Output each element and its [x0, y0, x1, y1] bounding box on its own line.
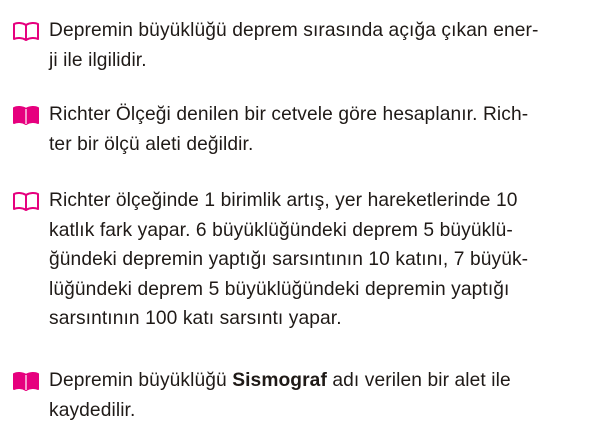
text-line: ğündeki depremin yaptığı sarsıntının 10 katını, 7 büyük-: [49, 249, 529, 270]
text-line: Richter Ölçeği denilen bir cetvele göre hesaplanır. Rich-: [49, 104, 529, 125]
book-outline-icon: [12, 21, 40, 41]
text-line: sarsıntının 100 katı sarsıntı yapar.: [49, 308, 342, 329]
text-line: katlık fark yapar. 6 büyüklüğündeki deprem 5 büyüklü-: [49, 219, 513, 241]
text-line: Depremin büyüklüğü deprem sırasında açığa çıkan ener-: [49, 20, 539, 41]
sismograf-term: Sismograf: [232, 370, 327, 391]
book-outline-icon: [12, 191, 40, 211]
book-filled-icon: [12, 105, 40, 125]
text-line: lüğündeki deprem 5 büyüklüğündeki depremin yaptığı: [49, 278, 510, 300]
bullet-text-1: [49, 16, 601, 75]
text-segment: Depremin büyüklüğü: [49, 370, 233, 391]
bullet-text-4: [49, 366, 601, 425]
text-line: [49, 366, 601, 396]
text-line: ji ile ilgilidir.: [49, 49, 147, 71]
text-line: Richter ölçeğinde 1 birimlik artış, yer hareketlerinde 10: [49, 190, 518, 211]
bullet-text-2: [49, 100, 601, 159]
text-line: ter bir ölçü aleti değildir.: [49, 133, 254, 155]
bullet-text-3: [49, 186, 601, 334]
book-filled-icon: [12, 371, 40, 391]
text-segment: adı verilen bir alet ile: [326, 370, 511, 391]
text-line: kaydedilir.: [49, 399, 136, 421]
